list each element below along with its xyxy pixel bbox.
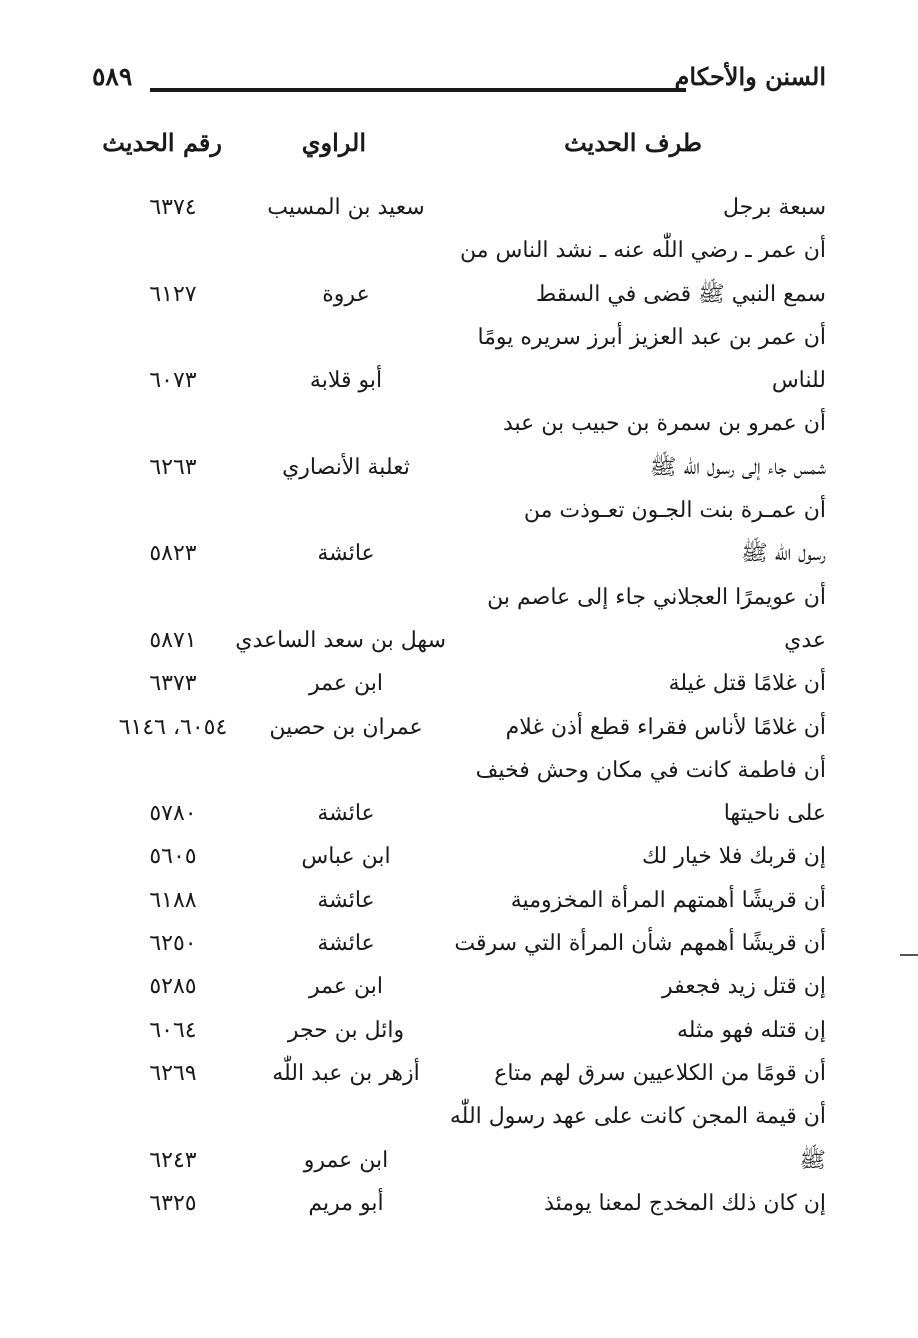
- hadith-number: ٥٨٧١: [149, 627, 197, 653]
- table-row: [100, 446, 826, 489]
- hadith-number: ٦٠٥٤، ٦١٤٦: [118, 714, 228, 740]
- hadith-text: أن غلامًا لأناس فقراء قطع أذن غلام: [505, 714, 826, 740]
- table-row: [100, 749, 826, 792]
- hadith-text: أن قريشًا أهمهم شأن المرأة التي سرقت: [454, 931, 826, 957]
- narrator-name: عائشة: [317, 801, 375, 827]
- narrator-name: ثعلبة الأنصاري: [282, 454, 410, 480]
- hadith-text: إن قتله فهو مثله: [676, 1017, 826, 1043]
- column-header-number: رقم الحديث: [102, 128, 222, 157]
- narrator-name: ابن عمر: [309, 671, 383, 697]
- header-rule: [150, 88, 686, 92]
- hadith-text: أن عويمرًا العجلاني جاء إلى عاصم بن: [487, 584, 826, 610]
- narrator-name: عائشة: [317, 931, 375, 957]
- table-row: [100, 186, 826, 229]
- hadith-number: ٦٢٥٠: [149, 931, 197, 957]
- column-header-hadith: طرف الحديث: [564, 128, 702, 157]
- hadith-text: رسول اللّٰه ﷺ: [741, 541, 826, 567]
- table-row: [100, 576, 826, 619]
- narrator-name: ابن عباس: [301, 844, 391, 870]
- hadith-text: إن كان ذلك المخدج لمعنا يومئذ: [544, 1190, 826, 1216]
- narrator-name: أزهر بن عبد اللّٰه: [272, 1060, 420, 1086]
- narrator-name: سعيد بن المسيب: [267, 195, 425, 220]
- hadith-text: أن عمرو بن سمرة بن حبيب بن عبد: [502, 411, 826, 437]
- table-row: [100, 619, 826, 662]
- narrator-name: ابن عمر: [309, 974, 383, 1000]
- narrator-name: ابن عمرو: [303, 1147, 389, 1173]
- hadith-text: أن عمر بن عبد العزيز أبرز سريره يومًا: [477, 324, 826, 350]
- hadith-text: للناس: [771, 368, 826, 394]
- table-row: [100, 273, 826, 316]
- table-row: [100, 706, 826, 749]
- hadith-text: أن فاطمة كانت في مكان وحش فخيف: [475, 757, 826, 783]
- narrator-name: أبو مريم: [308, 1190, 384, 1216]
- narrator-name: عائشة: [317, 887, 375, 913]
- hadith-text: ﷺ: [799, 1147, 826, 1173]
- hadith-text: إن قربك فلا خيار لك: [641, 844, 826, 870]
- hadith-number: ٦٠٧٣: [149, 368, 197, 394]
- hadith-number: ٥٧٨٠: [149, 801, 197, 827]
- hadith-text: شمس جاء إلى رسول اللّٰه ﷺ: [649, 454, 826, 480]
- hadith-number: ٦١٨٨: [149, 887, 197, 913]
- narrator-name: سهل بن سعد الساعدي: [235, 627, 446, 653]
- hadith-number: ٦١٢٧: [149, 281, 197, 307]
- hadith-number: ٦٣٧٤: [149, 195, 197, 220]
- hadith-number: ٦٣٢٥: [149, 1190, 197, 1216]
- table-row: [100, 1095, 826, 1138]
- hadith-text: إن قتل زيد فجعفر: [662, 974, 826, 1000]
- table-row: [100, 489, 826, 532]
- hadith-text: عدي: [784, 627, 826, 653]
- hadith-text: أن عمر ـ رضي اللّٰه عنه ـ نشد الناس من: [459, 238, 826, 264]
- narrator-name: أبو قلابة: [309, 368, 383, 394]
- page-number: ٥٨٩: [92, 62, 133, 91]
- hadith-number: ٦٢٦٣: [149, 454, 197, 480]
- column-headers: [100, 128, 826, 168]
- table-row: [100, 359, 826, 402]
- hadith-text: سبعة برجل: [723, 195, 826, 220]
- hadith-number: ٦٢٦٩: [149, 1060, 197, 1086]
- running-head: [92, 62, 826, 102]
- narrator-name: وائل بن حجر: [287, 1017, 405, 1043]
- hadith-text: أن قيمة المجن كانت على عهد رسول اللّٰه: [449, 1104, 826, 1130]
- table-row: [100, 532, 826, 575]
- hadith-number: ٥٢٨٥: [149, 974, 197, 1000]
- narrator-name: عائشة: [317, 541, 375, 567]
- hadith-text: سمع النبي ﷺ قضى في السقط: [535, 281, 826, 307]
- hadith-text: أن عمـرة بنت الجـون تعـوذت من: [523, 498, 826, 524]
- hadith-text: أن قومًا من الكلاعيين سرق لهم متاع: [494, 1060, 826, 1086]
- hadith-number: ٦٢٤٣: [149, 1147, 197, 1173]
- table-row: [100, 792, 826, 835]
- table-row: [100, 835, 826, 878]
- hadith-number: ٥٨٢٣: [149, 541, 197, 567]
- hadith-text: على ناحيتها: [723, 801, 826, 827]
- hadith-text: أن غلامًا قتل غيلة: [668, 671, 826, 697]
- table-row: [100, 879, 826, 922]
- table-row: [100, 1182, 826, 1225]
- index-table: [100, 186, 826, 1225]
- table-row: [100, 229, 826, 272]
- margin-mark: [900, 954, 918, 956]
- table-row: [100, 662, 826, 705]
- table-row: [100, 1139, 826, 1182]
- table-row: [100, 965, 826, 1008]
- table-row: [100, 402, 826, 445]
- hadith-text: أن قريشًا أهمتهم المرأة المخزومية: [510, 887, 826, 913]
- table-row: [100, 1009, 826, 1052]
- hadith-number: ٦٣٧٣: [149, 671, 197, 697]
- book-title: السنن والأحكام: [674, 62, 826, 91]
- hadith-number: ٦٠٦٤: [149, 1017, 197, 1043]
- hadith-number: ٥٦٠٥: [149, 844, 197, 870]
- table-row: [100, 316, 826, 359]
- table-row: [100, 922, 826, 965]
- column-header-narrator: الراوي: [301, 128, 366, 157]
- table-row: [100, 1052, 826, 1095]
- narrator-name: عروة: [322, 281, 370, 307]
- narrator-name: عمران بن حصين: [269, 714, 423, 740]
